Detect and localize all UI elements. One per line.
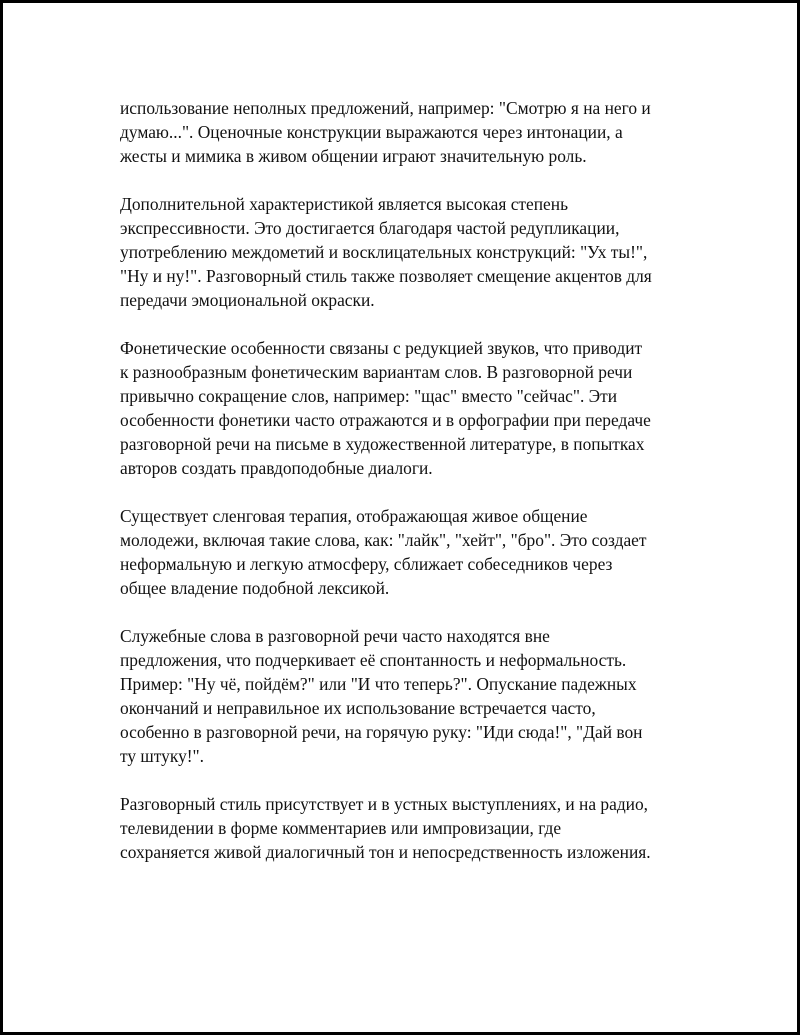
document-body: [120, 96, 700, 888]
text-line: окончаний и неправильное их использование встречается часто,: [120, 698, 596, 718]
text-line: "Ну и ну!". Разговорный стиль также позволяет смещение акцентов для: [120, 266, 652, 286]
text-line: сохраняется живой диалогичный тон и непосредственность изложения.: [120, 842, 651, 862]
paragraph: [120, 624, 700, 768]
text-line: особенно в разговорной речи, на горячую руку: "Иди сюда!", "Дай вон: [120, 722, 643, 742]
paragraph: [120, 792, 700, 864]
text-line: Дополнительной характеристикой является высокая степень: [120, 194, 569, 214]
text-line: особенности фонетики часто отражаются и в орфографии при передаче: [120, 410, 651, 430]
text-line: привычно сокращение слов, например: "щас" вместо "сейчас". Эти: [120, 386, 618, 406]
paragraph: [120, 96, 700, 168]
text-line: Фонетические особенности связаны с редукцией звуков, что приводит: [120, 338, 643, 358]
text-line: передачи эмоциональной окраски.: [120, 290, 375, 310]
text-line: предложения, что подчеркивает её спонтанность и неформальность.: [120, 650, 627, 670]
text-line: общее владение подобной лексикой.: [120, 578, 390, 598]
text-line: Пример: "Ну чё, пойдём?" или "И что теперь?". Опускание падежных: [120, 674, 637, 694]
text-line: авторов создать правдоподобные диалоги.: [120, 458, 433, 478]
text-line: думаю...". Оценочные конструкции выражаются через интонации, а: [120, 122, 623, 142]
paragraph: [120, 336, 700, 480]
text-line: молодежи, включая такие слова, как: "лайк", "хейт", "бро". Это создает: [120, 530, 647, 550]
text-line: разговорной речи на письме в художественной литературе, в попытках: [120, 434, 645, 454]
text-line: употреблению междометий и восклицательных конструкций: "Ух ты!",: [120, 242, 648, 262]
paragraph: [120, 504, 700, 600]
text-line: использование неполных предложений, например: "Смотрю я на него и: [120, 98, 651, 118]
text-line: телевидении в форме комментариев или импровизации, где: [120, 818, 562, 838]
text-line: к разнообразным фонетическим вариантам слов. В разговорной речи: [120, 362, 633, 382]
text-line: Существует сленговая терапия, отображающая живое общение: [120, 506, 588, 526]
text-line: экспрессивности. Это достигается благодаря частой редупликации,: [120, 218, 620, 238]
text-line: ту штуку!".: [120, 746, 205, 766]
text-line: неформальную и легкую атмосферу, сближает собеседников через: [120, 554, 613, 574]
text-line: Разговорный стиль присутствует и в устных выступлениях, и на радио,: [120, 794, 649, 814]
text-line: Служебные слова в разговорной речи часто находятся вне: [120, 626, 550, 646]
paragraph: [120, 192, 700, 312]
text-line: жесты и мимика в живом общении играют значительную роль.: [120, 146, 587, 166]
